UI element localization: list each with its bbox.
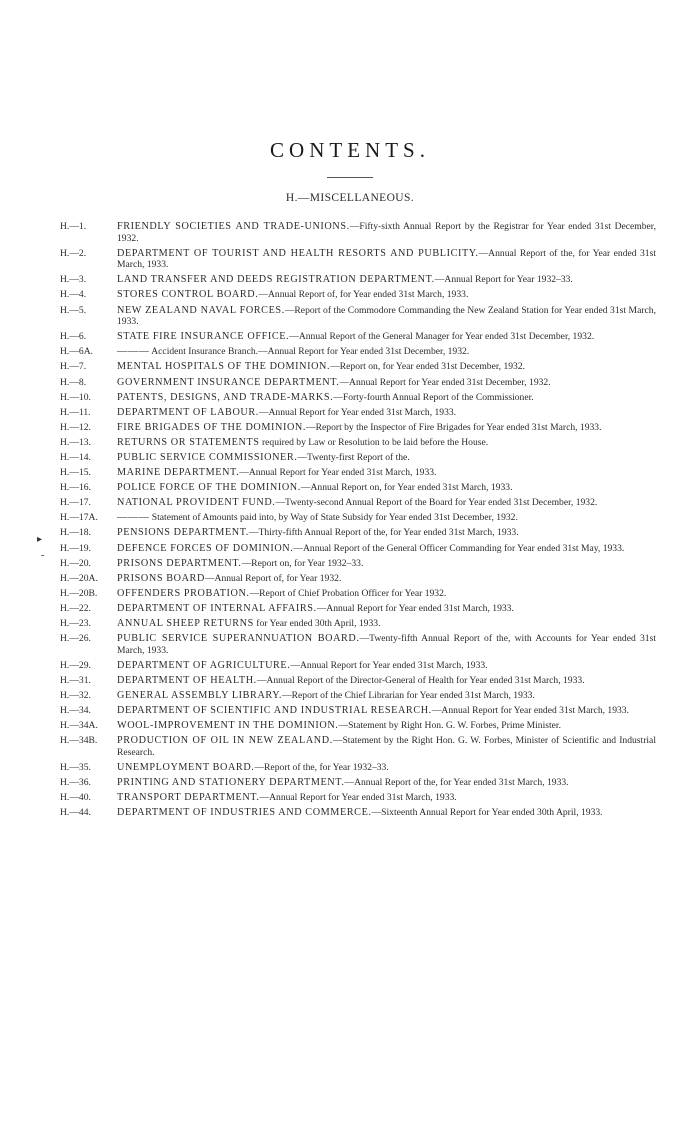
contents-entry	[60, 527, 656, 539]
entry-heading: DEPARTMENT OF AGRICULTURE.	[117, 659, 291, 671]
entry-description: —Annual Report of the, for Year ended 31st March, 1933.	[344, 777, 569, 789]
entry-heading: GENERAL ASSEMBLY LIBRARY.	[117, 690, 283, 701]
entry-description: —Forty-fourth Annual Report of the Commissioner.	[333, 391, 534, 403]
entry-heading: ———	[117, 512, 150, 524]
entry-description: required by Law or Resolution to be laid before the House.	[259, 436, 489, 448]
entry-description: —Thirty-fifth Annual Report of the, for Year ended 31st March, 1933.	[248, 527, 519, 539]
entry-code: H.—7.	[60, 361, 87, 373]
contents-entry	[60, 588, 656, 600]
entry-heading: RETURNS OR STATEMENTS	[117, 436, 260, 448]
entry-code: H.—44.	[60, 807, 91, 819]
contents-entry	[60, 248, 656, 271]
entry-code: H.—8.	[60, 376, 87, 388]
contents-entry	[60, 452, 656, 464]
entry-heading: ANNUAL SHEEP RETURNS	[117, 618, 254, 630]
entry-code: H.—17.	[60, 497, 91, 509]
entry-code: H.—13.	[60, 436, 91, 448]
entry-description: —Report of the Commodore Commanding the New Zealand Station for Year ended 31st March, 1933.	[117, 304, 656, 328]
entry-code: H.—16.	[60, 482, 91, 494]
entry-code: H.—15.	[60, 467, 91, 479]
entry-description: —Annual Report for Year ended 31st March, 1933.	[239, 467, 437, 479]
entry-description: —Annual Report of, for Year ended 31st March, 1933.	[258, 289, 469, 301]
entry-code: H.—29.	[60, 659, 91, 671]
entry-code: H.—35.	[60, 761, 91, 773]
entry-description: —Twenty-first Report of the.	[297, 452, 410, 463]
entry-code: H.—20A.	[60, 572, 98, 584]
entry-description: —Sixteenth Annual Report for Year ended 30th April, 1933.	[371, 807, 603, 819]
entry-heading: DEPARTMENT OF LABOUR.	[117, 406, 259, 418]
entry-heading: MARINE DEPARTMENT.	[117, 467, 240, 479]
entry-description: —Annual Report of the, for Year ended 31st March, 1933.	[117, 247, 656, 271]
entry-code: H.—12.	[60, 421, 91, 433]
entry-code: H.—6A.	[60, 346, 94, 358]
entry-heading: TRANSPORT DEPARTMENT.	[117, 792, 260, 804]
entry-code: H.—6.	[60, 331, 87, 343]
contents-entry	[60, 346, 656, 358]
contents-entry	[60, 289, 656, 301]
entry-code: H.—5.	[60, 304, 87, 316]
contents-entry	[60, 305, 656, 328]
entry-heading: DEPARTMENT OF TOURIST AND HEALTH RESORTS AND PUBLICITY.	[117, 247, 479, 259]
entry-code: H.—23.	[60, 618, 91, 630]
entry-description: —Annual Report for Year ended 31st March, 1933.	[431, 705, 629, 717]
entry-code: H.—36.	[60, 777, 91, 789]
entry-heading: WOOL-IMPROVEMENT IN THE DOMINION.	[117, 720, 339, 732]
entry-description: —Twenty-second Annual Report of the Board for Year ended 31st December, 1932.	[275, 497, 598, 509]
contents-entry	[60, 573, 656, 585]
entry-code: H.—18.	[60, 527, 91, 539]
contents-entry	[60, 633, 656, 656]
entry-heading: STATE FIRE INSURANCE OFFICE.	[117, 331, 290, 343]
contents-entry	[60, 675, 656, 687]
contents-entry	[60, 660, 656, 672]
margin-mark-dash: -	[41, 550, 45, 561]
entry-heading: PRISONS BOARD	[117, 572, 205, 584]
entry-heading: FRIENDLY SOCIETIES AND TRADE-UNIONS.	[117, 221, 350, 232]
contents-entry	[60, 407, 656, 419]
entry-description: —Annual Report of the General Officer Commanding for Year ended 31st May, 1933.	[293, 542, 625, 554]
contents-entry	[60, 422, 656, 434]
entry-heading: PRINTING AND STATIONERY DEPARTMENT.	[117, 777, 345, 789]
entry-description: —Annual Report for Year 1932–33.	[434, 274, 573, 286]
entry-heading: DEFENCE FORCES OF DOMINION.	[117, 542, 294, 554]
entry-code: H.—10.	[60, 391, 91, 403]
entry-description: —Report of the, for Year 1932–33.	[254, 761, 389, 773]
contents-entry	[60, 603, 656, 615]
entry-heading: DEPARTMENT OF INDUSTRIES AND COMMERCE.	[117, 807, 372, 819]
entry-code: H.—34B.	[60, 735, 98, 747]
contents-entry	[60, 512, 656, 524]
entry-description: —Report by the Inspector of Fire Brigades for Year ended 31st March, 1933.	[306, 421, 602, 433]
entry-description: for Year ended 30th April, 1933.	[253, 618, 381, 630]
entry-code: H.—22.	[60, 602, 91, 614]
entry-code: H.—1.	[60, 221, 87, 232]
contents-entry	[60, 437, 656, 449]
page-title: CONTENTS.	[270, 138, 430, 162]
entry-code: H.—19.	[60, 542, 91, 554]
entry-description: —Twenty-fifth Annual Report of the, with Accounts for Year ended 31st March, 1933.	[117, 633, 656, 656]
entry-code: H.—20B.	[60, 587, 98, 599]
entry-description: —Annual Report for Year ended 31st December, 1932.	[339, 376, 551, 388]
entry-description: —Statement by the Right Hon. G. W. Forbes, Minister of Scientific and Industrial Research.	[117, 735, 656, 758]
contents-entry	[60, 221, 656, 244]
entry-description: —Annual Report for Year ended 31st March, 1933.	[290, 659, 488, 671]
entry-code: H.—14.	[60, 452, 91, 463]
contents-list	[60, 221, 656, 822]
entry-description: —Report on, for Year 1932–33.	[241, 557, 364, 569]
entry-heading: DEPARTMENT OF INTERNAL AFFAIRS.	[117, 602, 317, 614]
contents-entry	[60, 792, 656, 804]
margin-mark-bullet: ▸	[37, 534, 43, 545]
entry-heading: MENTAL HOSPITALS OF THE DOMINION.	[117, 361, 331, 373]
contents-entry	[60, 392, 656, 404]
title-divider	[327, 177, 373, 178]
entry-code: H.—34.	[60, 705, 91, 717]
contents-entry	[60, 558, 656, 570]
entry-description: —Annual Report of the General Manager for Year ended 31st December, 1932.	[289, 331, 595, 343]
entry-heading: DEPARTMENT OF SCIENTIFIC AND INDUSTRIAL RESEARCH.	[117, 705, 432, 717]
entry-heading: PRODUCTION OF OIL IN NEW ZEALAND.	[117, 735, 333, 747]
contents-entry	[60, 377, 656, 389]
contents-entry	[60, 735, 656, 758]
entry-code: H.—2.	[60, 247, 87, 259]
entry-description: —Report of Chief Probation Officer for Year 1932.	[249, 587, 447, 599]
entry-heading: ———	[117, 346, 150, 358]
entry-description: —Annual Report of, for Year 1932.	[204, 572, 342, 584]
entry-description: —Fifty-sixth Annual Report by the Registrar for Year ended 31st December, 1932.	[117, 221, 657, 244]
entry-heading: PATENTS, DESIGNS, AND TRADE-MARKS.	[117, 391, 334, 403]
entry-code: H.—32.	[60, 690, 91, 701]
contents-entry	[60, 807, 656, 819]
entry-code: H.—40.	[60, 792, 91, 804]
entry-description: —Annual Report for Year ended 31st March, 1933.	[316, 602, 514, 614]
entry-heading: LAND TRANSFER AND DEEDS REGISTRATION DEPARTMENT.	[117, 274, 435, 286]
entry-description: —Annual Report of the Director-General of Health for Year ended 31st March, 1933.	[256, 674, 585, 686]
entry-description: Accident Insurance Branch.—Annual Report for Year ended 31st December, 1932.	[149, 346, 470, 358]
contents-entry	[60, 274, 656, 286]
entry-heading: PRISONS DEPARTMENT.	[117, 557, 242, 569]
contents-entry	[60, 762, 656, 774]
entry-heading: PUBLIC SERVICE SUPERANNUATION BOARD.	[117, 633, 360, 645]
entry-heading: STORES CONTROL BOARD.	[117, 289, 259, 301]
entry-code: H.—17A.	[60, 512, 98, 524]
entry-description: Statement of Amounts paid into, by Way of State Subsidy for Year ended 31st December, 1932.	[149, 512, 518, 524]
entry-heading: FIRE BRIGADES OF THE DOMINION.	[117, 421, 307, 433]
entry-code: H.—26.	[60, 633, 91, 645]
contents-entry	[60, 331, 656, 343]
contents-entry	[60, 777, 656, 789]
section-heading: H.—MISCELLANEOUS.	[285, 192, 415, 204]
entry-heading: POLICE FORCE OF THE DOMINION.	[117, 482, 301, 494]
entry-description: —Annual Report on, for Year ended 31st March, 1933.	[300, 482, 513, 494]
entry-code: H.—11.	[60, 406, 91, 418]
entry-heading: GOVERNMENT INSURANCE DEPARTMENT.	[117, 376, 340, 388]
entry-heading: UNEMPLOYMENT BOARD.	[117, 761, 255, 773]
entry-description: —Report on, for Year ended 31st December, 1932.	[330, 361, 526, 373]
contents-entry	[60, 720, 656, 732]
entry-description: —Annual Report for Year ended 31st March, 1933.	[259, 792, 457, 804]
entry-heading: PUBLIC SERVICE COMMISSIONER.	[117, 452, 298, 463]
contents-entry	[60, 467, 656, 479]
entry-code: H.—4.	[60, 289, 87, 301]
contents-entry	[60, 497, 656, 509]
entry-code: H.—34A.	[60, 720, 98, 732]
contents-entry	[60, 361, 656, 373]
entry-code: H.—3.	[60, 274, 87, 286]
entry-description: —Statement by Right Hon. G. W. Forbes, Prime Minister.	[338, 720, 561, 732]
entry-code: H.—31.	[60, 674, 91, 686]
entry-heading: NEW ZEALAND NAVAL FORCES.	[117, 304, 285, 316]
contents-entry	[60, 482, 656, 494]
entry-code: H.—20.	[60, 557, 91, 569]
entry-heading: DEPARTMENT OF HEALTH.	[117, 674, 257, 686]
entry-description: —Report of the Chief Librarian for Year ended 31st March, 1933.	[282, 690, 535, 701]
contents-entry	[60, 690, 656, 702]
contents-entry	[60, 705, 656, 717]
entry-heading: NATIONAL PROVIDENT FUND.	[117, 497, 276, 509]
entry-description: —Annual Report for Year ended 31st March, 1933.	[258, 406, 457, 418]
entry-heading: OFFENDERS PROBATION.	[117, 587, 250, 599]
contents-entry	[60, 618, 656, 630]
entry-heading: PENSIONS DEPARTMENT.	[117, 527, 249, 539]
contents-entry	[60, 543, 656, 555]
